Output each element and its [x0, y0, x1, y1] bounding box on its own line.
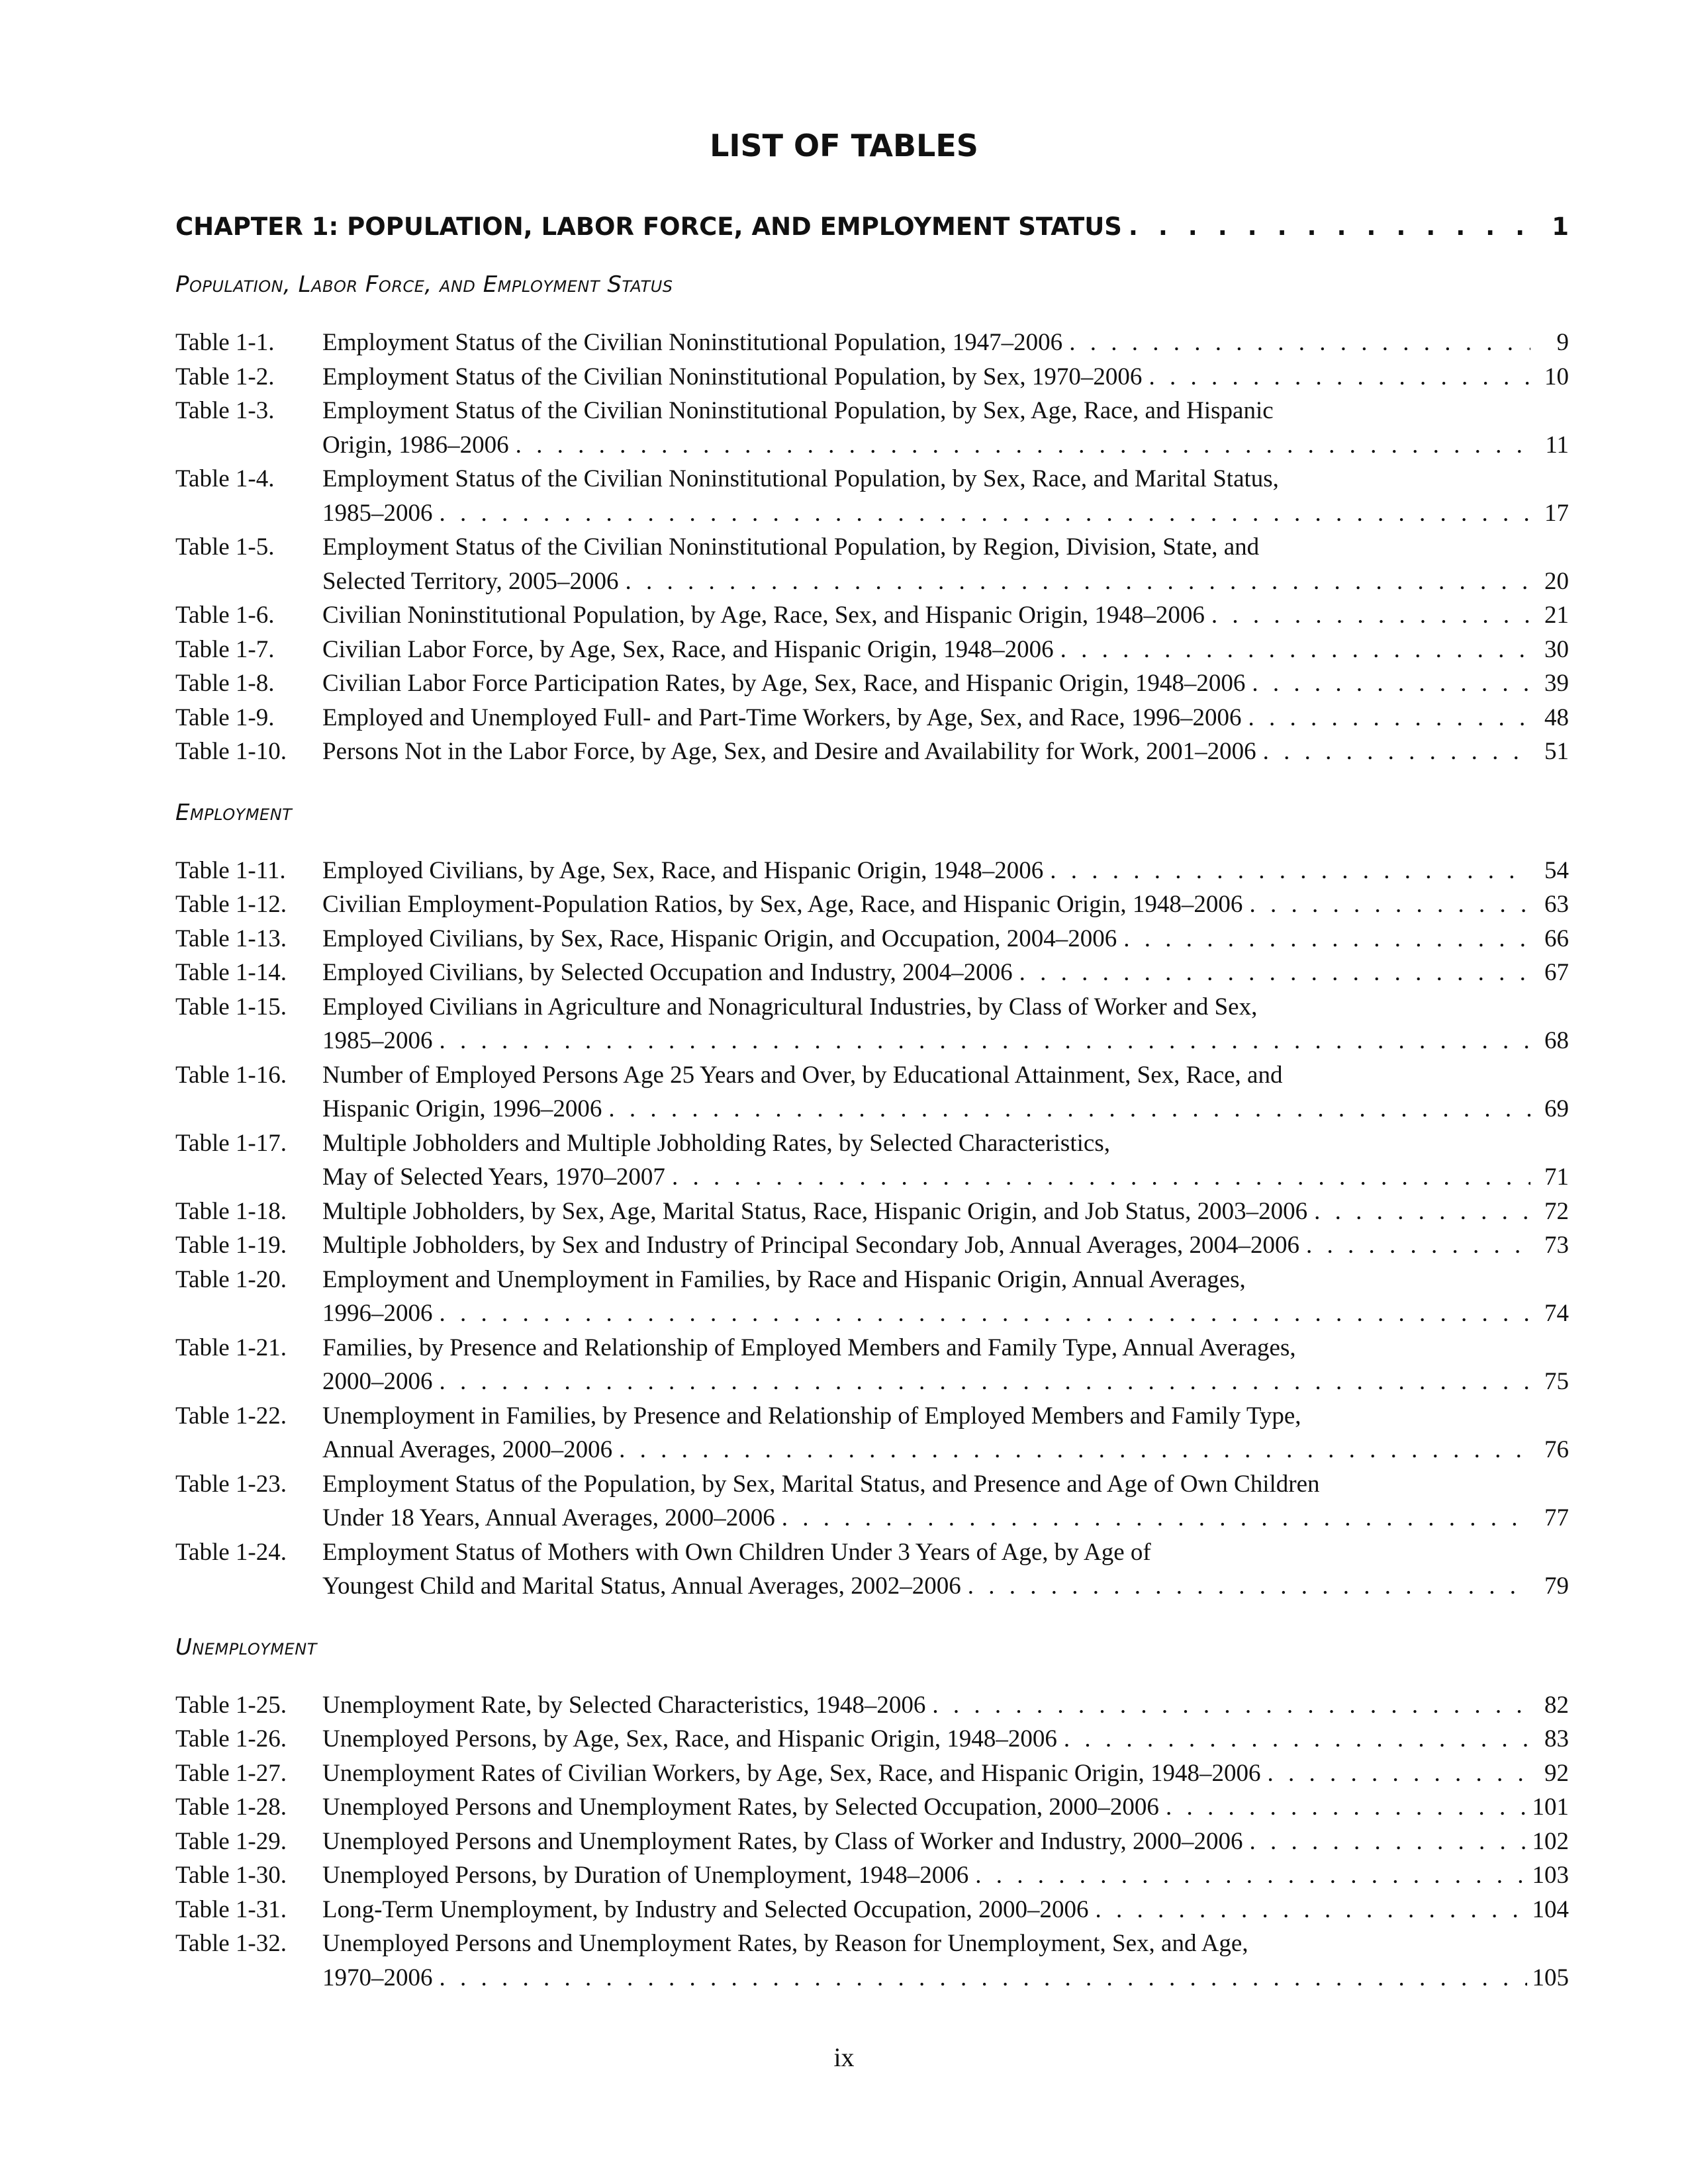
- toc-entry[interactable]: [175, 990, 1569, 1058]
- dot-leader: [975, 1858, 1526, 1893]
- page-number: 104: [1532, 1895, 1569, 1923]
- entry-final-line: [322, 1825, 1569, 1859]
- page-number: 39: [1544, 670, 1569, 697]
- entry-title-line: Under 18 Years, Annual Averages, 2000–2006: [322, 1504, 775, 1531]
- toc-entry[interactable]: [175, 666, 1569, 701]
- entry-title-line: 1996–2006: [322, 1300, 433, 1327]
- toc-entry[interactable]: [175, 956, 1569, 990]
- entry-final-line: [322, 887, 1569, 922]
- entry-title-line: Families, by Presence and Relationship of Employed Members and Family Type, Annual Averages,: [322, 1334, 1296, 1361]
- toc-entry[interactable]: [175, 1688, 1569, 1723]
- entry-final-line: [322, 598, 1569, 633]
- entry-title-line: Hispanic Origin, 1996–2006: [322, 1095, 602, 1122]
- toc-entry[interactable]: [175, 1195, 1569, 1229]
- entry-title-line: Unemployed Persons and Unemployment Rates, by Class of Worker and Industry, 2000–2006: [322, 1827, 1243, 1855]
- dot-leader: [440, 1961, 1527, 1995]
- table-number: Table 1-6.: [175, 602, 275, 629]
- entry-final-line: [322, 1756, 1569, 1791]
- entry-body: [322, 633, 1569, 667]
- entry-final-line: [322, 496, 1569, 531]
- dot-leader: [1211, 598, 1530, 633]
- page-number: 79: [1544, 1572, 1569, 1600]
- entry-body: [322, 887, 1569, 922]
- entry-final-line: [322, 1501, 1569, 1535]
- toc-entry[interactable]: [175, 326, 1569, 360]
- entry-body: [322, 598, 1569, 633]
- entry-title-line: Multiple Jobholders, by Sex, Age, Marital Status, Race, Hispanic Origin, and Job Status, 2003–2006: [322, 1197, 1308, 1225]
- section-block: [175, 1630, 1569, 1995]
- entry-final-line: [322, 1961, 1569, 1995]
- page-number: 20: [1544, 567, 1569, 595]
- entry-title-line: 1985–2006: [322, 1027, 433, 1054]
- entry-body: [322, 854, 1569, 888]
- dot-leader: [968, 1569, 1530, 1604]
- entry-body: [322, 1825, 1569, 1859]
- entry-body: [322, 1467, 1569, 1535]
- table-number: Table 1-22.: [175, 1402, 287, 1430]
- entry-final-line: [322, 701, 1569, 735]
- dot-leader: [1263, 735, 1530, 769]
- dot-leader: [1306, 1228, 1530, 1263]
- entry-title-line: Employed Civilians, by Selected Occupation and Industry, 2004–2006: [322, 959, 1013, 986]
- page-number: 51: [1544, 738, 1569, 765]
- page-number: 101: [1532, 1794, 1569, 1821]
- entry-body: [322, 360, 1569, 394]
- entry-final-line: [322, 565, 1569, 599]
- entry-title-line: Annual Averages, 2000–2006: [322, 1436, 613, 1463]
- table-number: Table 1-24.: [175, 1538, 287, 1566]
- page-number: 66: [1544, 925, 1569, 952]
- table-number: Table 1-27.: [175, 1759, 287, 1787]
- dot-leader: [1252, 666, 1530, 701]
- entry-final-line: [322, 1433, 1569, 1467]
- dot-leader: [1060, 633, 1530, 667]
- table-number: Table 1-15.: [175, 993, 287, 1021]
- entry-final-line: [322, 1092, 1569, 1126]
- entry-title-line: Origin, 1986–2006: [322, 431, 509, 459]
- entry-final-line: [322, 326, 1569, 360]
- entry-title-line: Unemployed Persons and Unemployment Rates, by Reason for Unemployment, Sex, and Age,: [322, 1930, 1248, 1957]
- entry-title-line: Employment Status of the Civilian Noninstitutional Population, 1947–2006: [322, 329, 1063, 356]
- dot-leader: [625, 565, 1530, 599]
- dot-leader: [440, 1365, 1531, 1399]
- entry-title-line: Number of Employed Persons Age 25 Years and Over, by Educational Attainment, Sex, Race, and: [322, 1061, 1283, 1089]
- table-number: Table 1-11.: [175, 856, 286, 884]
- entry-title-line: 1985–2006: [322, 499, 433, 527]
- entry-body: [322, 1688, 1569, 1723]
- table-number: Table 1-9.: [175, 704, 275, 731]
- toc-entry[interactable]: [175, 1467, 1569, 1535]
- entry-body: [322, 530, 1569, 598]
- page-number: 83: [1544, 1725, 1569, 1752]
- table-number: Table 1-23.: [175, 1470, 287, 1498]
- page-number: 71: [1544, 1163, 1569, 1191]
- table-number: Table 1-8.: [175, 670, 275, 697]
- table-number: Table 1-4.: [175, 465, 275, 492]
- entry-title-line: Employed and Unemployed Full- and Part-Time Workers, by Age, Sex, and Race, 1996–2006: [322, 704, 1242, 731]
- entry-title-line: Persons Not in the Labor Force, by Age, Sex, and Desire and Availability for Work, 2001–2006: [322, 738, 1256, 765]
- page-folio: ix: [833, 2042, 855, 2072]
- entry-title-line: May of Selected Years, 1970–2007: [322, 1163, 665, 1191]
- chapter-title: CHAPTER 1: POPULATION, LABOR FORCE, AND EMPLOYMENT STATUS: [175, 212, 1122, 241]
- page-title: LIST OF TABLES: [710, 128, 978, 163]
- dot-leader: [1249, 887, 1530, 922]
- dot-leader: [1248, 701, 1530, 735]
- entry-final-line: [322, 1297, 1569, 1331]
- table-number: Table 1-28.: [175, 1794, 287, 1821]
- dot-leader: [1129, 204, 1545, 250]
- toc-entry[interactable]: [175, 854, 1569, 888]
- entry-title-line: Employment Status of the Civilian Noninstitutional Population, by Sex, 1970–2006: [322, 363, 1143, 390]
- entry-title-line: 2000–2006: [322, 1368, 433, 1395]
- entry-body: [322, 1858, 1569, 1893]
- table-of-contents: [175, 204, 1569, 1995]
- section-heading: Unemployment: [175, 1633, 317, 1661]
- entry-body: [322, 1263, 1569, 1331]
- page-number: 72: [1544, 1197, 1569, 1225]
- entry-body: [322, 1126, 1569, 1195]
- entry-body: [322, 1756, 1569, 1791]
- entry-final-line: [322, 1195, 1569, 1229]
- entry-body: [322, 922, 1569, 956]
- entry-final-line: [322, 666, 1569, 701]
- dot-leader: [440, 496, 1531, 531]
- entry-title-line: Civilian Employment-Population Ratios, by Sex, Age, Race, and Hispanic Origin, 1948–2006: [322, 891, 1243, 918]
- table-number: Table 1-10.: [175, 738, 287, 765]
- entry-title-line: Employment Status of the Civilian Noninstitutional Population, by Sex, Race, and Marital Status,: [322, 465, 1279, 492]
- toc-entry[interactable]: [175, 1858, 1569, 1893]
- table-number: Table 1-5.: [175, 533, 275, 561]
- entry-final-line: [322, 922, 1569, 956]
- entry-title-line: Multiple Jobholders, by Sex and Industry of Principal Secondary Job, Annual Averages, 2004–2006: [322, 1232, 1300, 1259]
- dot-leader: [1069, 326, 1530, 360]
- toc-entry[interactable]: [175, 1756, 1569, 1791]
- entry-list: [175, 854, 1569, 1604]
- toc-entry[interactable]: [175, 922, 1569, 956]
- page-number: 54: [1544, 856, 1569, 884]
- toc-entry[interactable]: [175, 1893, 1569, 1927]
- entry-title-line: Employment and Unemployment in Families, by Race and Hispanic Origin, Annual Averages,: [322, 1265, 1246, 1293]
- entry-final-line: [322, 1365, 1569, 1399]
- toc-entry[interactable]: [175, 462, 1569, 530]
- entry-title-line: Employed Civilians, by Age, Sex, Race, and Hispanic Origin, 1948–2006: [322, 856, 1044, 884]
- table-number: Table 1-31.: [175, 1895, 287, 1923]
- chapter-page-number: 1: [1552, 212, 1569, 241]
- entry-final-line: [322, 1893, 1569, 1927]
- entry-body: [322, 1195, 1569, 1229]
- dot-leader: [1149, 360, 1530, 394]
- entry-title-line: Employed Civilians, by Sex, Race, Hispanic Origin, and Occupation, 2004–2006: [322, 925, 1117, 952]
- chapter-heading[interactable]: [175, 204, 1569, 250]
- toc-entry[interactable]: [175, 598, 1569, 633]
- page-number: 48: [1544, 704, 1569, 731]
- toc-entry[interactable]: [175, 1058, 1569, 1126]
- dot-leader: [1096, 1893, 1527, 1927]
- toc-entry[interactable]: [175, 1927, 1569, 1995]
- page-number: 92: [1544, 1759, 1569, 1787]
- entry-final-line: [322, 956, 1569, 990]
- entry-title-line: 1970–2006: [322, 1964, 433, 1991]
- page-number: 103: [1532, 1862, 1569, 1889]
- entry-title-line: Civilian Labor Force, by Age, Sex, Race, and Hispanic Origin, 1948–2006: [322, 635, 1054, 663]
- page-number: 9: [1556, 329, 1569, 356]
- entry-title-line: Unemployment in Families, by Presence and Relationship of Employed Members and Family Type,: [322, 1402, 1301, 1430]
- table-number: Table 1-12.: [175, 891, 287, 918]
- dot-leader: [1166, 1790, 1527, 1825]
- page-number: 105: [1532, 1964, 1569, 1991]
- page-number: 63: [1544, 891, 1569, 918]
- entry-title-line: Unemployment Rate, by Selected Characteristics, 1948–2006: [322, 1691, 926, 1719]
- table-number: Table 1-20.: [175, 1265, 287, 1293]
- toc-entry[interactable]: [175, 1790, 1569, 1825]
- entry-body: [322, 1927, 1569, 1995]
- page-number: 69: [1544, 1095, 1569, 1122]
- entry-final-line: [322, 735, 1569, 769]
- entry-list: [175, 1688, 1569, 1995]
- dot-leader: [1050, 854, 1530, 888]
- entry-body: [322, 701, 1569, 735]
- page-number: 76: [1544, 1436, 1569, 1463]
- table-number: Table 1-1.: [175, 329, 275, 356]
- table-number: Table 1-29.: [175, 1827, 287, 1855]
- toc-entry[interactable]: [175, 1535, 1569, 1604]
- entry-final-line: [322, 1722, 1569, 1756]
- entry-final-line: [322, 1228, 1569, 1263]
- section-block: [175, 796, 1569, 1604]
- page-number: 102: [1532, 1827, 1569, 1855]
- entry-title-line: Long-Term Unemployment, by Industry and Selected Occupation, 2000–2006: [322, 1895, 1089, 1923]
- entry-body: [322, 1228, 1569, 1263]
- page-number: 68: [1544, 1027, 1569, 1054]
- dot-leader: [672, 1160, 1530, 1195]
- table-number: Table 1-25.: [175, 1691, 287, 1719]
- entry-title-line: Employment Status of the Civilian Noninstitutional Population, by Region, Division, State, and: [322, 533, 1260, 561]
- entry-body: [322, 1535, 1569, 1604]
- entry-final-line: [322, 1569, 1569, 1604]
- table-number: Table 1-18.: [175, 1197, 287, 1225]
- dot-leader: [440, 1024, 1531, 1058]
- dot-leader: [1268, 1756, 1530, 1791]
- toc-entry[interactable]: [175, 887, 1569, 922]
- dot-leader: [1064, 1722, 1530, 1756]
- entry-title-line: Employed Civilians in Agriculture and Nonagricultural Industries, by Class of Worker and Sex,: [322, 993, 1258, 1021]
- dot-leader: [782, 1501, 1530, 1535]
- page-number: 73: [1544, 1232, 1569, 1259]
- entry-title-line: Unemployment Rates of Civilian Workers, by Age, Sex, Race, and Hispanic Origin, 1948–2006: [322, 1759, 1261, 1787]
- toc-entry[interactable]: [175, 1331, 1569, 1399]
- entry-body: [322, 1331, 1569, 1399]
- toc-entry[interactable]: [175, 1126, 1569, 1195]
- dot-leader: [1250, 1825, 1527, 1859]
- toc-entry[interactable]: [175, 1722, 1569, 1756]
- page-number: 82: [1544, 1691, 1569, 1719]
- entry-final-line: [322, 633, 1569, 667]
- dot-leader: [619, 1433, 1530, 1467]
- dot-leader: [608, 1092, 1530, 1126]
- entry-body: [322, 735, 1569, 769]
- table-number: Table 1-26.: [175, 1725, 287, 1752]
- entry-title-line: Employment Status of the Civilian Noninstitutional Population, by Sex, Age, Race, and Hispanic: [322, 397, 1274, 424]
- entry-final-line: [322, 1790, 1569, 1825]
- entry-body: [322, 394, 1569, 462]
- entry-body: [322, 666, 1569, 701]
- table-number: Table 1-16.: [175, 1061, 287, 1089]
- table-number: Table 1-3.: [175, 397, 275, 424]
- entry-title-line: Employment Status of Mothers with Own Children Under 3 Years of Age, by Age of: [322, 1538, 1151, 1566]
- toc-entry[interactable]: [175, 394, 1569, 462]
- toc-entry[interactable]: [175, 530, 1569, 598]
- entry-title-line: Unemployed Persons and Unemployment Rates, by Selected Occupation, 2000–2006: [322, 1794, 1159, 1821]
- entry-final-line: [322, 1688, 1569, 1723]
- toc-entry[interactable]: [175, 360, 1569, 394]
- page-number: 17: [1544, 499, 1569, 527]
- entry-body: [322, 1893, 1569, 1927]
- table-number: Table 1-14.: [175, 959, 287, 986]
- entry-body: [322, 1722, 1569, 1756]
- entry-final-line: [322, 428, 1569, 463]
- section-block: [175, 267, 1569, 769]
- table-number: Table 1-17.: [175, 1129, 287, 1157]
- page-number: 74: [1544, 1300, 1569, 1327]
- entry-title-line: Unemployed Persons, by Duration of Unemployment, 1948–2006: [322, 1862, 969, 1889]
- entry-title-line: Selected Territory, 2005–2006: [322, 567, 619, 595]
- entry-body: [322, 1058, 1569, 1126]
- section-heading: Employment: [175, 799, 293, 826]
- page-number: 10: [1544, 363, 1569, 390]
- toc-entry[interactable]: [175, 701, 1569, 735]
- table-number: Table 1-2.: [175, 363, 275, 390]
- table-number: Table 1-13.: [175, 925, 287, 952]
- dot-leader: [1123, 922, 1530, 956]
- dot-leader: [1314, 1195, 1530, 1229]
- toc-entry[interactable]: [175, 1263, 1569, 1331]
- entry-title-line: Youngest Child and Marital Status, Annual Averages, 2002–2006: [322, 1572, 961, 1600]
- entry-title-line: Unemployed Persons, by Age, Sex, Race, and Hispanic Origin, 1948–2006: [322, 1725, 1057, 1752]
- entry-title-line: Civilian Noninstitutional Population, by Age, Race, Sex, and Hispanic Origin, 1948–2006: [322, 602, 1205, 629]
- entry-body: [322, 990, 1569, 1058]
- toc-entry[interactable]: [175, 1399, 1569, 1467]
- toc-entry[interactable]: [175, 735, 1569, 769]
- dot-leader: [516, 428, 1530, 463]
- entry-title-line: Civilian Labor Force Participation Rates, by Age, Sex, Race, and Hispanic Origin, 1948–2006: [322, 670, 1246, 697]
- dot-leader: [1019, 956, 1530, 990]
- entry-final-line: [322, 360, 1569, 394]
- dot-leader: [932, 1688, 1530, 1723]
- toc-entry[interactable]: [175, 1825, 1569, 1859]
- entry-title-line: Employment Status of the Population, by Sex, Marital Status, and Presence and Age of Own Children: [322, 1470, 1320, 1498]
- entry-body: [322, 1399, 1569, 1467]
- table-number: Table 1-21.: [175, 1334, 287, 1361]
- page-number: 77: [1544, 1504, 1569, 1531]
- entry-body: [322, 462, 1569, 530]
- toc-entry[interactable]: [175, 1228, 1569, 1263]
- table-number: Table 1-7.: [175, 635, 275, 663]
- entry-body: [322, 1790, 1569, 1825]
- entry-final-line: [322, 854, 1569, 888]
- table-number: Table 1-19.: [175, 1232, 287, 1259]
- page-number: 21: [1544, 602, 1569, 629]
- table-number: Table 1-30.: [175, 1862, 287, 1889]
- entry-final-line: [322, 1858, 1569, 1893]
- page-number: 75: [1544, 1368, 1569, 1395]
- table-number: Table 1-32.: [175, 1930, 287, 1957]
- toc-entry[interactable]: [175, 633, 1569, 667]
- entry-title-line: Multiple Jobholders and Multiple Jobholding Rates, by Selected Characteristics,: [322, 1129, 1110, 1157]
- entry-final-line: [322, 1160, 1569, 1195]
- entry-list: [175, 326, 1569, 769]
- sections-container: [175, 267, 1569, 1995]
- page-number: 67: [1544, 959, 1569, 986]
- entry-body: [322, 956, 1569, 990]
- section-heading: Population, Labor Force, and Employment Status: [175, 271, 673, 298]
- dot-leader: [440, 1297, 1531, 1331]
- entry-final-line: [322, 1024, 1569, 1058]
- page-number: 11: [1545, 431, 1569, 459]
- entry-body: [322, 326, 1569, 360]
- page-number: 30: [1544, 635, 1569, 663]
